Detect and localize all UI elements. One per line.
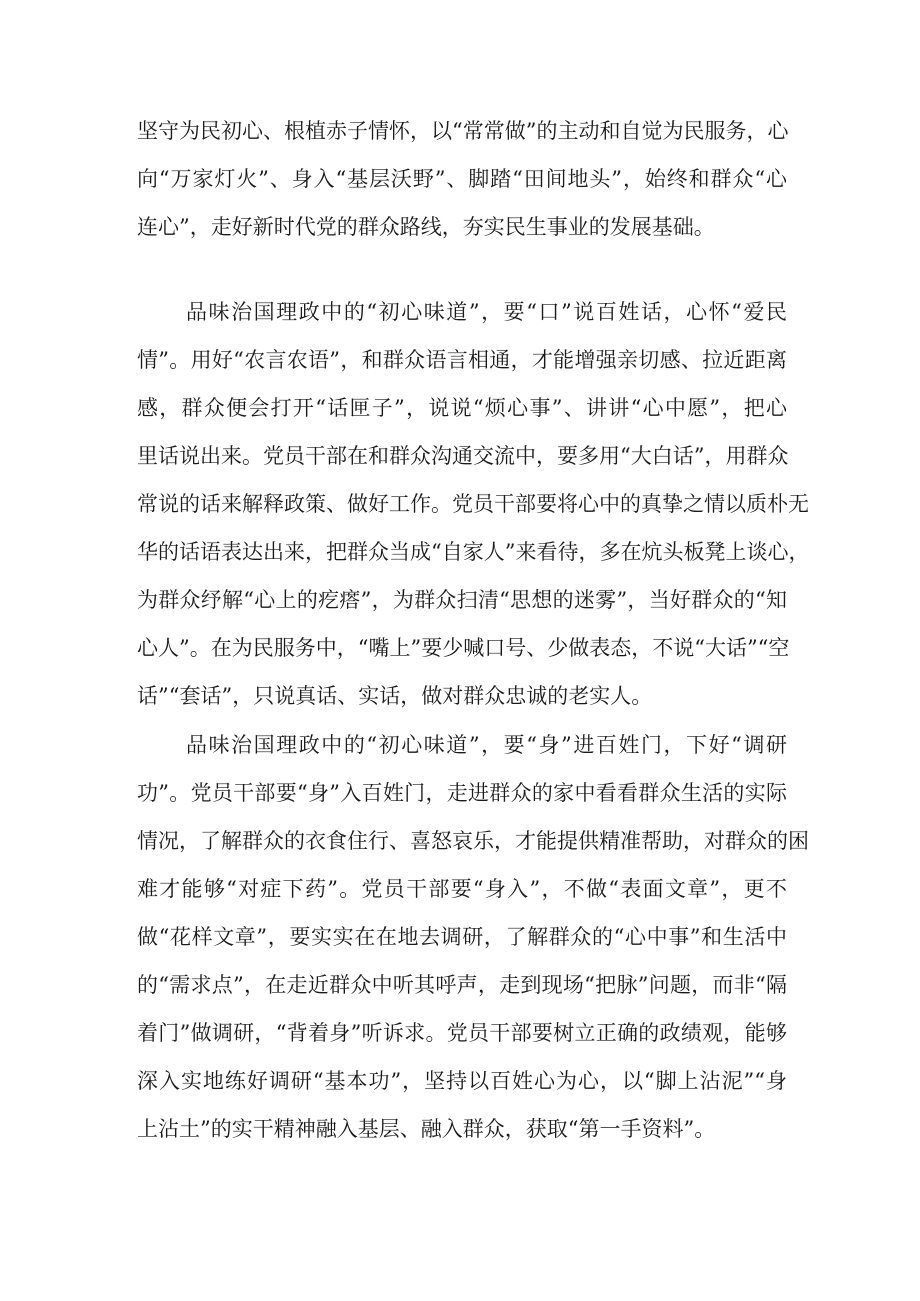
paragraph-2-line-4: 里话说出来。党员干部在和群众沟通交流中，要多用“大白话”，用群众 xyxy=(137,444,789,468)
paragraph-3-line-3: 情况，了解群众的衣食住行、喜怒哀乐，才能提供精准帮助，对群众的困 xyxy=(137,829,809,853)
paragraph-2-line-3: 感，群众便会打开“话匣子”，说说“烦心事”、讲讲“心中愿”，把心 xyxy=(137,396,787,420)
paragraph-3-line-9: 上沾土”的实干精神融入基层、融入群众，获取“第一手资料”。 xyxy=(137,1117,716,1141)
paragraph-2-line-2: 情”。用好“农言农语”，和群众语言相通，才能增强亲切感、拉近距离 xyxy=(137,348,787,372)
paragraph-3-line-8: 深入实地练好调研“基本功”，坚持以百姓心为心，以“脚上沾泥”“身 xyxy=(137,1069,787,1093)
paragraph-3-line-6: 的“需求点”，在走近群众中听其呼声，走到现场“把脉”问题，而非“隔 xyxy=(137,973,787,997)
paragraph-1-line-1: 坚守为民初心、根植赤子情怀，以“常常做”的主动和自觉为民服务，心 xyxy=(137,119,789,143)
paragraph-2-line-6: 华的话语表达出来，把群众当成“自家人”来看待，多在炕头板凳上谈心， xyxy=(137,540,810,564)
paragraph-2-line-5: 常说的话来解释政策、做好工作。党员干部要将心中的真挚之情以质朴无 xyxy=(137,492,809,516)
paragraph-3-line-7: 着门”做调研，“背着身”听诉求。党员干部要树立正确的政绩观，能够 xyxy=(137,1021,787,1045)
paragraph-3-line-5: 做“花样文章”，要实实在在地去调研，了解群众的“心中事”和生活中 xyxy=(137,925,787,949)
paragraph-3-line-4: 难才能够“对症下药”。党员干部要“身入”，不做“表面文章”，更不 xyxy=(137,877,787,901)
paragraph-2-line-7: 为群众纾解“心上的疙瘩”，为群众扫清“思想的迷雾”，当好群众的“知 xyxy=(137,588,787,612)
paragraph-2-line-8: 心人”。在为民服务中，“嘴上”要少喊口号、少做表态，不说“大话”“空 xyxy=(137,636,790,660)
paragraph-1-line-2: 向“万家灯火”、身入“基层沃野”、脚踏“田间地头”，始终和群众“心 xyxy=(137,167,787,191)
paragraph-3-line-2: 功”。党员干部要“身”入百姓门，走进群众的家中看看群众生活的实际 xyxy=(137,781,787,805)
paragraph-1-line-3: 连心”，走好新时代党的群众路线，夯实民生事业的发展基础。 xyxy=(137,215,715,239)
paragraph-3-line-1: 品味治国理政中的“初心味道”，要“身”进百姓门，下好“调研 xyxy=(186,733,787,757)
paragraph-2-line-9: 话”“套话”，只说真话、实话，做对群众忠诚的老实人。 xyxy=(137,684,653,708)
paragraph-2-line-1: 品味治国理政中的“初心味道”，要“口”说百姓话，心怀“爱民 xyxy=(186,300,787,324)
